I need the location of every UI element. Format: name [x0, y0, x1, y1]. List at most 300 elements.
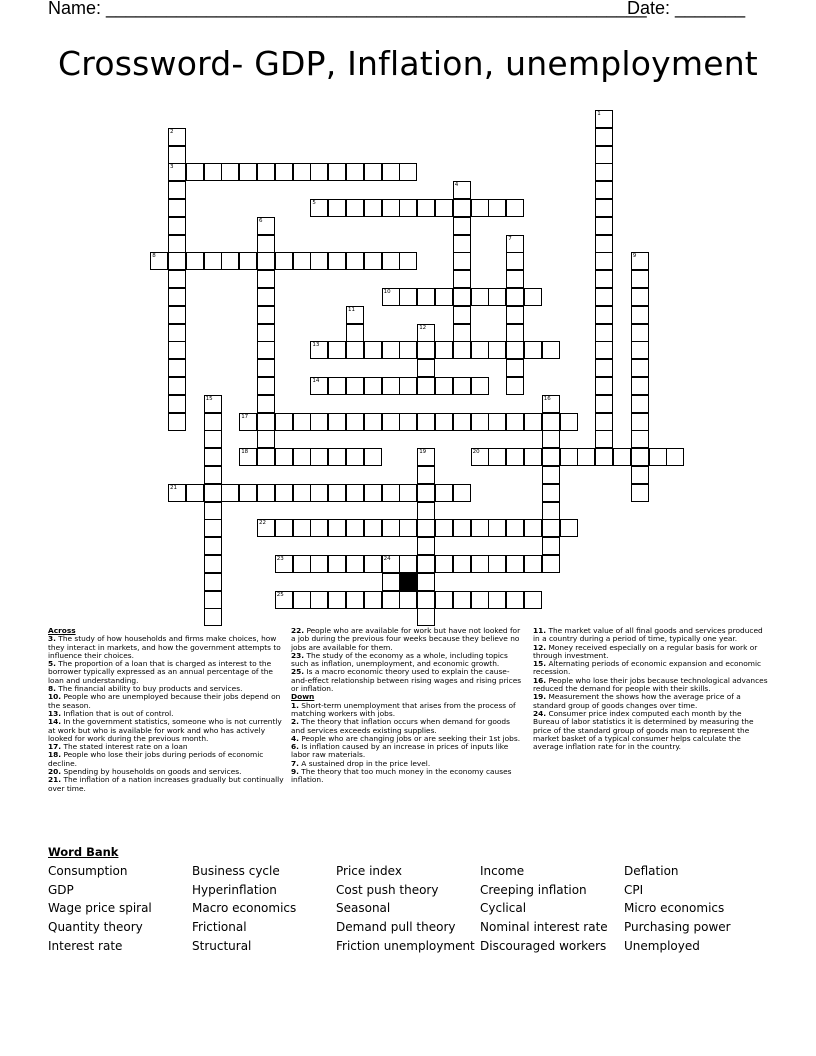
grid-cell[interactable] [471, 555, 489, 573]
grid-cell[interactable] [399, 591, 417, 609]
grid-cell[interactable] [310, 341, 328, 359]
grid-cell[interactable] [221, 484, 239, 502]
grid-cell[interactable] [204, 608, 222, 626]
grid-cell[interactable] [417, 377, 435, 395]
grid-cell[interactable] [631, 252, 649, 270]
grid-cell[interactable] [346, 448, 364, 466]
grid-cell[interactable] [275, 519, 293, 537]
grid-cell[interactable] [328, 377, 346, 395]
grid-cell[interactable] [488, 199, 506, 217]
grid-cell[interactable] [257, 484, 275, 502]
grid-cell[interactable] [435, 341, 453, 359]
grid-cell[interactable] [631, 430, 649, 448]
grid-cell[interactable] [453, 484, 471, 502]
grid-cell[interactable] [364, 163, 382, 181]
grid-cell[interactable] [506, 306, 524, 324]
grid-cell[interactable] [435, 519, 453, 537]
grid-cell[interactable] [346, 199, 364, 217]
grid-cell[interactable] [364, 555, 382, 573]
word-bank-item: GDP [48, 883, 74, 897]
grid-cell[interactable] [346, 484, 364, 502]
grid-cell[interactable] [488, 519, 506, 537]
grid-cell[interactable] [275, 591, 293, 609]
clues-column-3 [533, 627, 769, 751]
grid-cell[interactable] [168, 377, 186, 395]
grid-cell[interactable] [453, 199, 471, 217]
grid-cell[interactable] [488, 288, 506, 306]
grid-cell[interactable] [168, 252, 186, 270]
grid-cell[interactable] [417, 484, 435, 502]
grid-cell[interactable] [346, 413, 364, 431]
grid-cell[interactable] [257, 341, 275, 359]
grid-cell[interactable] [417, 608, 435, 626]
grid-cell[interactable] [221, 163, 239, 181]
grid-cell[interactable] [168, 163, 186, 181]
grid-cell[interactable] [168, 324, 186, 342]
grid-cell[interactable] [435, 288, 453, 306]
grid-cell[interactable] [399, 341, 417, 359]
grid-cell[interactable] [506, 377, 524, 395]
grid-cell[interactable] [435, 377, 453, 395]
grid-cell[interactable] [417, 519, 435, 537]
grid-cell[interactable] [168, 341, 186, 359]
grid-cell[interactable] [204, 430, 222, 448]
grid-cell[interactable] [524, 413, 542, 431]
grid-cell[interactable] [257, 324, 275, 342]
clue-item [48, 718, 284, 743]
grid-cell[interactable] [471, 288, 489, 306]
grid-cell[interactable] [275, 555, 293, 573]
grid-cell[interactable] [257, 448, 275, 466]
grid-cell[interactable] [257, 270, 275, 288]
grid-cell[interactable] [364, 199, 382, 217]
grid-cell[interactable] [346, 555, 364, 573]
grid-cell[interactable] [453, 217, 471, 235]
grid-cell[interactable] [471, 413, 489, 431]
grid-cell[interactable] [399, 252, 417, 270]
grid-cell[interactable] [595, 324, 613, 342]
grid-cell[interactable] [186, 252, 204, 270]
grid-cell[interactable] [506, 252, 524, 270]
grid-cell[interactable] [257, 519, 275, 537]
grid-cell[interactable] [595, 341, 613, 359]
grid-cell[interactable] [310, 484, 328, 502]
grid-cell[interactable] [257, 430, 275, 448]
grid-cell[interactable] [524, 519, 542, 537]
grid-cell[interactable] [293, 413, 311, 431]
grid-cell[interactable] [506, 359, 524, 377]
grid-cell[interactable] [239, 163, 257, 181]
grid-cell[interactable] [542, 341, 560, 359]
grid-cell[interactable] [506, 341, 524, 359]
grid-cell[interactable] [471, 377, 489, 395]
black-square [399, 573, 417, 591]
grid-cell[interactable] [382, 252, 400, 270]
grid-cell[interactable] [542, 448, 560, 466]
grid-cell[interactable] [595, 199, 613, 217]
grid-cell[interactable] [364, 484, 382, 502]
grid-cell[interactable] [328, 163, 346, 181]
grid-cell[interactable] [649, 448, 667, 466]
grid-cell[interactable] [453, 377, 471, 395]
grid-cell[interactable] [275, 163, 293, 181]
grid-cell[interactable] [453, 413, 471, 431]
grid-cell[interactable] [417, 413, 435, 431]
grid-cell[interactable] [346, 252, 364, 270]
grid-cell[interactable] [399, 199, 417, 217]
grid-cell[interactable] [364, 448, 382, 466]
grid-cell[interactable] [346, 591, 364, 609]
date-field[interactable]: Date: _______ [627, 0, 746, 18]
grid-cell[interactable] [328, 555, 346, 573]
grid-cell[interactable] [506, 288, 524, 306]
grid-cell[interactable] [310, 199, 328, 217]
grid-cell[interactable] [453, 288, 471, 306]
grid-cell[interactable] [293, 163, 311, 181]
grid-cell[interactable] [453, 341, 471, 359]
clue-text: The financial ability to buy products and services. [55, 684, 243, 694]
grid-cell[interactable] [506, 555, 524, 573]
grid-cell[interactable] [524, 555, 542, 573]
grid-cell[interactable] [257, 163, 275, 181]
grid-cell[interactable] [257, 377, 275, 395]
grid-cell[interactable] [346, 377, 364, 395]
grid-cell[interactable] [542, 484, 560, 502]
grid-cell[interactable] [488, 591, 506, 609]
grid-cell[interactable] [435, 199, 453, 217]
grid-cell[interactable] [542, 502, 560, 520]
grid-cell[interactable] [382, 413, 400, 431]
grid-cell[interactable] [417, 502, 435, 520]
grid-cell[interactable] [293, 448, 311, 466]
grid-cell[interactable] [595, 288, 613, 306]
grid-cell[interactable] [613, 448, 631, 466]
grid-cell[interactable] [595, 235, 613, 253]
grid-cell[interactable] [524, 288, 542, 306]
grid-cell[interactable] [435, 484, 453, 502]
grid-cell[interactable] [506, 235, 524, 253]
grid-cell[interactable] [382, 341, 400, 359]
grid-cell[interactable] [542, 395, 560, 413]
grid-cell[interactable] [631, 466, 649, 484]
grid-cell[interactable] [346, 324, 364, 342]
grid-cell[interactable] [204, 484, 222, 502]
grid-cell[interactable] [595, 128, 613, 146]
word-bank-item: Friction unemployment [336, 939, 475, 953]
grid-cell[interactable] [417, 324, 435, 342]
word-bank-item: Quantity theory [48, 920, 143, 934]
grid-cell[interactable] [328, 199, 346, 217]
clue-text: The market value of all final goods and services produced in a country during a period of time, typically one year. [533, 626, 763, 644]
grid-cell[interactable] [631, 270, 649, 288]
grid-cell[interactable] [399, 288, 417, 306]
grid-cell[interactable] [399, 413, 417, 431]
grid-cell[interactable] [595, 146, 613, 164]
grid-cell[interactable] [399, 163, 417, 181]
clue-text: Is a macro economic theory used to explain the cause-and-effect relationship between rising wages and rising prices or inflation. [291, 667, 522, 694]
grid-cell[interactable] [631, 413, 649, 431]
grid-cell[interactable] [239, 448, 257, 466]
grid-cell[interactable] [631, 484, 649, 502]
grid-cell[interactable] [560, 413, 578, 431]
grid-cell[interactable] [631, 395, 649, 413]
grid-cell[interactable] [310, 555, 328, 573]
grid-cell[interactable] [382, 288, 400, 306]
clue-item [291, 627, 523, 652]
grid-cell[interactable] [204, 395, 222, 413]
grid-cell[interactable] [310, 413, 328, 431]
grid-cell[interactable] [453, 235, 471, 253]
grid-cell[interactable] [346, 306, 364, 324]
grid-cell[interactable] [471, 199, 489, 217]
grid-cell[interactable] [453, 555, 471, 573]
grid-cell[interactable] [595, 430, 613, 448]
grid-cell[interactable] [382, 484, 400, 502]
grid-cell[interactable] [417, 341, 435, 359]
grid-cell[interactable] [168, 306, 186, 324]
grid-cell[interactable] [168, 128, 186, 146]
grid-cell[interactable] [382, 199, 400, 217]
grid-cell[interactable] [257, 288, 275, 306]
grid-cell[interactable] [666, 448, 684, 466]
grid-cell[interactable] [293, 591, 311, 609]
grid-cell[interactable] [453, 181, 471, 199]
grid-cell[interactable] [364, 252, 382, 270]
grid-cell[interactable] [471, 448, 489, 466]
grid-cell[interactable] [168, 270, 186, 288]
grid-cell[interactable] [417, 537, 435, 555]
grid-cell[interactable] [328, 591, 346, 609]
grid-cell[interactable] [257, 217, 275, 235]
grid-cell[interactable] [275, 484, 293, 502]
grid-cell[interactable] [186, 163, 204, 181]
grid-cell[interactable] [453, 306, 471, 324]
grid-cell[interactable] [524, 591, 542, 609]
grid-cell[interactable] [595, 377, 613, 395]
grid-cell[interactable] [382, 573, 400, 591]
grid-cell[interactable] [595, 163, 613, 181]
grid-cell[interactable] [221, 252, 239, 270]
grid-cell[interactable] [168, 484, 186, 502]
grid-cell[interactable] [382, 591, 400, 609]
grid-cell[interactable] [631, 359, 649, 377]
grid-cell[interactable] [204, 502, 222, 520]
grid-cell[interactable] [471, 591, 489, 609]
grid-cell[interactable] [524, 448, 542, 466]
grid-cell[interactable] [631, 306, 649, 324]
grid-cell[interactable] [364, 377, 382, 395]
clue-text: Spending by households on goods and services. [61, 767, 242, 777]
grid-cell[interactable] [293, 484, 311, 502]
grid-cell[interactable] [168, 217, 186, 235]
grid-cell[interactable] [453, 252, 471, 270]
clue-number: 7 [508, 235, 512, 242]
grid-cell[interactable] [239, 484, 257, 502]
clue-number: 6. [291, 742, 299, 752]
grid-cell[interactable] [631, 324, 649, 342]
grid-cell[interactable] [399, 484, 417, 502]
grid-cell[interactable] [204, 537, 222, 555]
grid-cell[interactable] [595, 217, 613, 235]
grid-cell[interactable] [168, 288, 186, 306]
grid-cell[interactable] [506, 199, 524, 217]
grid-cell[interactable] [168, 181, 186, 199]
grid-cell[interactable] [399, 555, 417, 573]
grid-cell[interactable] [310, 448, 328, 466]
grid-cell[interactable] [204, 252, 222, 270]
grid-cell[interactable] [506, 413, 524, 431]
grid-cell[interactable] [328, 252, 346, 270]
grid-cell[interactable] [168, 395, 186, 413]
grid-cell[interactable] [631, 377, 649, 395]
grid-cell[interactable] [560, 448, 578, 466]
word-bank-item: Price index [336, 864, 402, 878]
grid-cell[interactable] [399, 377, 417, 395]
grid-cell[interactable] [453, 324, 471, 342]
clue-number: 7. [291, 758, 299, 768]
grid-cell[interactable] [417, 573, 435, 591]
grid-cell[interactable] [204, 413, 222, 431]
grid-cell[interactable] [435, 413, 453, 431]
grid-cell[interactable] [310, 591, 328, 609]
grid-cell[interactable] [417, 359, 435, 377]
grid-cell[interactable] [560, 519, 578, 537]
grid-cell[interactable] [542, 413, 560, 431]
grid-cell[interactable] [310, 377, 328, 395]
word-bank-item: Deflation [624, 864, 679, 878]
grid-cell[interactable] [168, 359, 186, 377]
grid-cell[interactable] [204, 591, 222, 609]
grid-cell[interactable] [631, 341, 649, 359]
grid-cell[interactable] [417, 591, 435, 609]
grid-cell[interactable] [542, 430, 560, 448]
grid-cell[interactable] [257, 413, 275, 431]
name-field[interactable]: Name: ______________________________________________________ [48, 0, 647, 18]
grid-cell[interactable] [150, 252, 168, 270]
clue-text: People who are available for work but have not looked for a job during the previous four weeks because they believe no jobs are available for them. [291, 626, 521, 652]
grid-cell[interactable] [542, 555, 560, 573]
grid-cell[interactable] [204, 555, 222, 573]
grid-cell[interactable] [328, 413, 346, 431]
grid-cell[interactable] [542, 519, 560, 537]
grid-cell[interactable] [364, 341, 382, 359]
grid-cell[interactable] [435, 591, 453, 609]
grid-cell[interactable] [204, 163, 222, 181]
grid-cell[interactable] [417, 448, 435, 466]
grid-cell[interactable] [506, 448, 524, 466]
grid-cell[interactable] [453, 270, 471, 288]
grid-cell[interactable] [488, 448, 506, 466]
grid-cell[interactable] [346, 341, 364, 359]
grid-cell[interactable] [382, 555, 400, 573]
grid-cell[interactable] [310, 252, 328, 270]
grid-cell[interactable] [382, 163, 400, 181]
grid-cell[interactable] [239, 252, 257, 270]
grid-cell[interactable] [417, 466, 435, 484]
grid-cell[interactable] [542, 537, 560, 555]
grid-cell[interactable] [275, 252, 293, 270]
grid-cell[interactable] [257, 235, 275, 253]
grid-cell[interactable] [346, 163, 364, 181]
grid-cell[interactable] [168, 199, 186, 217]
grid-cell[interactable] [577, 448, 595, 466]
grid-cell[interactable] [168, 413, 186, 431]
grid-cell[interactable] [382, 377, 400, 395]
grid-cell[interactable] [364, 413, 382, 431]
grid-cell[interactable] [631, 288, 649, 306]
grid-cell[interactable] [186, 484, 204, 502]
grid-cell[interactable] [382, 519, 400, 537]
grid-cell[interactable] [257, 252, 275, 270]
grid-cell[interactable] [631, 448, 649, 466]
grid-cell[interactable] [346, 519, 364, 537]
grid-cell[interactable] [364, 519, 382, 537]
grid-cell[interactable] [595, 252, 613, 270]
grid-cell[interactable] [257, 395, 275, 413]
grid-cell[interactable] [488, 413, 506, 431]
grid-cell[interactable] [453, 519, 471, 537]
grid-cell[interactable] [204, 466, 222, 484]
grid-cell[interactable] [488, 555, 506, 573]
grid-cell[interactable] [293, 555, 311, 573]
grid-cell[interactable] [328, 519, 346, 537]
grid-cell[interactable] [595, 110, 613, 128]
grid-cell[interactable] [257, 359, 275, 377]
grid-cell[interactable] [204, 448, 222, 466]
grid-cell[interactable] [168, 235, 186, 253]
grid-cell[interactable] [506, 519, 524, 537]
grid-cell[interactable] [364, 591, 382, 609]
grid-cell[interactable] [239, 413, 257, 431]
grid-cell[interactable] [328, 341, 346, 359]
grid-cell[interactable] [595, 181, 613, 199]
grid-cell[interactable] [204, 573, 222, 591]
grid-cell[interactable] [542, 466, 560, 484]
grid-cell[interactable] [595, 413, 613, 431]
grid-cell[interactable] [435, 555, 453, 573]
grid-cell[interactable] [328, 448, 346, 466]
grid-cell[interactable] [453, 591, 471, 609]
grid-cell[interactable] [399, 519, 417, 537]
grid-cell[interactable] [471, 519, 489, 537]
grid-cell[interactable] [417, 288, 435, 306]
grid-cell[interactable] [595, 359, 613, 377]
grid-cell[interactable] [257, 306, 275, 324]
grid-cell[interactable] [275, 413, 293, 431]
grid-cell[interactable] [506, 591, 524, 609]
grid-cell[interactable] [310, 163, 328, 181]
grid-cell[interactable] [488, 341, 506, 359]
grid-cell[interactable] [328, 484, 346, 502]
grid-cell[interactable] [595, 448, 613, 466]
clue-number: 25 [276, 591, 284, 598]
grid-cell[interactable] [275, 448, 293, 466]
grid-cell[interactable] [168, 146, 186, 164]
grid-cell[interactable] [506, 270, 524, 288]
grid-cell[interactable] [595, 270, 613, 288]
grid-cell[interactable] [417, 199, 435, 217]
grid-cell[interactable] [524, 341, 542, 359]
grid-cell[interactable] [204, 519, 222, 537]
grid-cell[interactable] [595, 395, 613, 413]
grid-cell[interactable] [506, 324, 524, 342]
grid-cell[interactable] [471, 341, 489, 359]
grid-cell[interactable] [293, 519, 311, 537]
grid-cell[interactable] [310, 519, 328, 537]
grid-cell[interactable] [417, 555, 435, 573]
grid-cell[interactable] [293, 252, 311, 270]
grid-cell[interactable] [595, 306, 613, 324]
